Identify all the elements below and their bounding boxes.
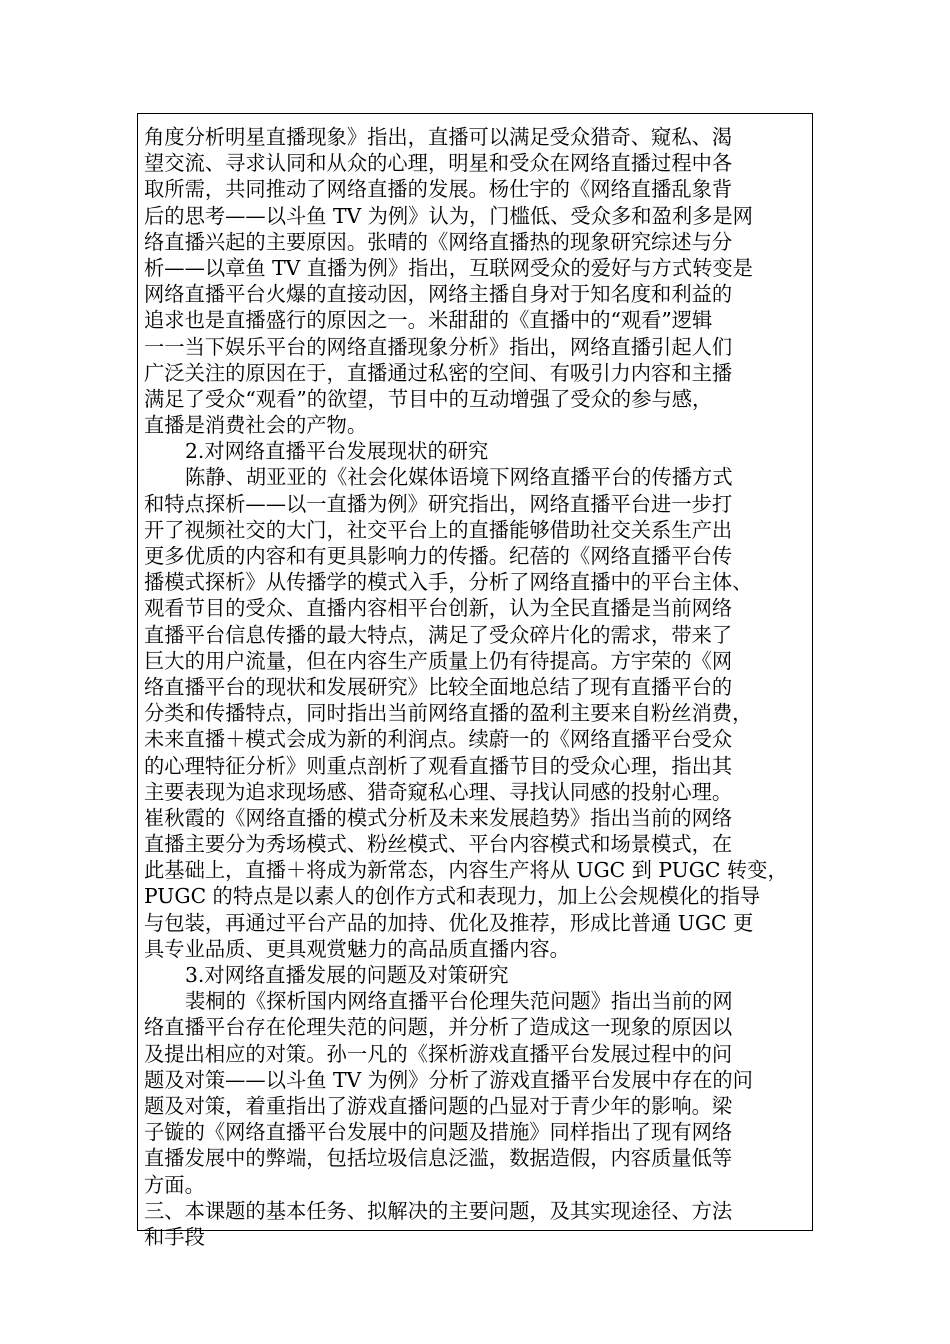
paragraph-problems-countermeasures	[144, 988, 808, 1198]
section-heading	[144, 1198, 808, 1250]
text-line: 网络直播平台火爆的直接动因，网络主播自身对于知名度和利益的	[144, 282, 733, 307]
text-line: 播模式探析》从传播学的模式入手，分析了网络直播中的平台主体、	[144, 570, 753, 595]
text-line: 主要表现为追求现场感、猎奇窥私心理、寻找认同感的投射心理。	[144, 779, 733, 804]
text-line: 题及对策，着重指出了游戏直播问题的凸显对于青少年的影响。梁	[144, 1093, 733, 1118]
text-line: 取所需，共同推动了网络直播的发展。杨仕宇的《网络直播乱象背	[144, 177, 733, 202]
text-line: 三、本课题的基本任务、拟解决的主要问题，及其实现途径、方法	[144, 1198, 733, 1223]
text-line: 满足了受众“观看”的欲望，节目中的互动增强了受众的参与感，	[144, 386, 713, 411]
text-line: PUGC 的特点是以素人的创作方式和表现力，加上公会规模化的指导	[144, 884, 761, 909]
text-line: 观看节目的受众、直播内容相平台创新，认为全民直播是当前网络	[144, 596, 733, 621]
text-line: 与包装，再通过平台产品的加持、优化及推荐，形成比普通 UGC 更	[144, 910, 754, 935]
section-subheading: 3.对网络直播发展的问题及对策研究	[185, 963, 509, 987]
text-line: 此基础上，直播＋将成为新常态，内容生产将从 UGC 到 PUGC 转变，	[144, 858, 788, 883]
text-line: 络直播平台的现状和发展研究》比较全面地总结了现有直播平台的	[144, 674, 733, 699]
text-line: 直播是消费社会的产物。	[144, 413, 368, 438]
text-line: 巨大的用户流量，但在内容生产质量上仍有待提高。方宇荣的《网	[144, 648, 733, 673]
text-line: 分类和传播特点，同时指出当前网络直播的盈利主要来自粉丝消费，	[144, 701, 753, 726]
section-subheading: 2.对网络直播平台发展现状的研究	[185, 439, 489, 464]
text-line: 追求也是直播盛行的原因之一。米甜甜的《直播中的“观看”逻辑	[144, 308, 713, 333]
text-line: 题及对策——以斗鱼 TV 为例》分析了游戏直播平台发展中存在的问	[144, 1067, 753, 1092]
paragraph-prior-studies	[144, 124, 808, 438]
text-line: 络直播平台存在伦理失范的问题，并分析了造成这一现象的原因以	[144, 1015, 733, 1040]
text-line: 一一当下娱乐平台的网络直播现象分析》指出，网络直播引起人们	[144, 334, 733, 359]
text-line: 更多优质的内容和有更具影响力的传播。纪蓓的《网络直播平台传	[144, 544, 733, 568]
text-line: 子镟的《网络直播平台发展中的问题及措施》同样指出了现有网络	[144, 1120, 733, 1145]
text-line: 崔秋霞的《网络直播的模式分析及未来发展趋势》指出当前的网络	[144, 805, 733, 830]
text-line: 络直播兴起的主要原因。张晴的《网络直播热的现象研究综述与分	[144, 229, 733, 254]
text-line: 具专业品质、更具观赏魅力的高品质直播内容。	[144, 936, 570, 961]
document-body	[144, 124, 808, 1250]
text-line: 裴桐的《探析国内网络直播平台伦理失范问题》指出当前的网	[185, 989, 733, 1014]
paragraph-platform-status	[144, 464, 808, 962]
text-line: 开了视频社交的大门，社交平台上的直播能够借助社交关系生产出	[144, 517, 733, 542]
text-line: 广泛关注的原因在于，直播通过私密的空间、有吸引力内容和主播	[144, 360, 733, 385]
text-line: 直播主要分为秀场模式、粉丝模式、平台内容模式和场景模式，在	[144, 832, 733, 857]
text-line: 角度分析明星直播现象》指出，直播可以满足受众猎奇、窥私、渴	[144, 125, 733, 149]
text-line: 和手段	[144, 1224, 205, 1249]
text-line: 直播平台信息传播的最大特点，满足了受众碎片化的需求，带来了	[144, 622, 733, 647]
text-line: 直播发展中的弊端，包括垃圾信息泛滥，数据造假，内容质量低等	[144, 1146, 733, 1171]
text-line: 望交流、寻求认同和从众的心理，明星和受众在网络直播过程中各	[144, 151, 733, 176]
text-line: 和特点探析——以一直播为例》研究指出，网络直播平台进一步打	[144, 491, 733, 516]
text-line: 析——以章鱼 TV 直播为例》指出，互联网受众的爱好与方式转变是	[144, 255, 753, 280]
text-line: 后的思考——以斗鱼 TV 为例》认为，门槛低、受众多和盈利多是网	[144, 203, 753, 228]
text-line: 陈静、胡亚亚的《社会化媒体语境下网络直播平台的传播方式	[185, 465, 733, 490]
text-line: 的心理特征分析》则重点剖析了观看直播节目的受众心理，指出其	[144, 753, 733, 778]
text-line: 方面。	[144, 1172, 205, 1197]
text-line: 及提出相应的对策。孙一凡的《探析游戏直播平台发展过程中的问	[144, 1041, 733, 1066]
text-line: 未来直播＋模式会成为新的利润点。续蔚一的《网络直播平台受众	[144, 727, 733, 752]
